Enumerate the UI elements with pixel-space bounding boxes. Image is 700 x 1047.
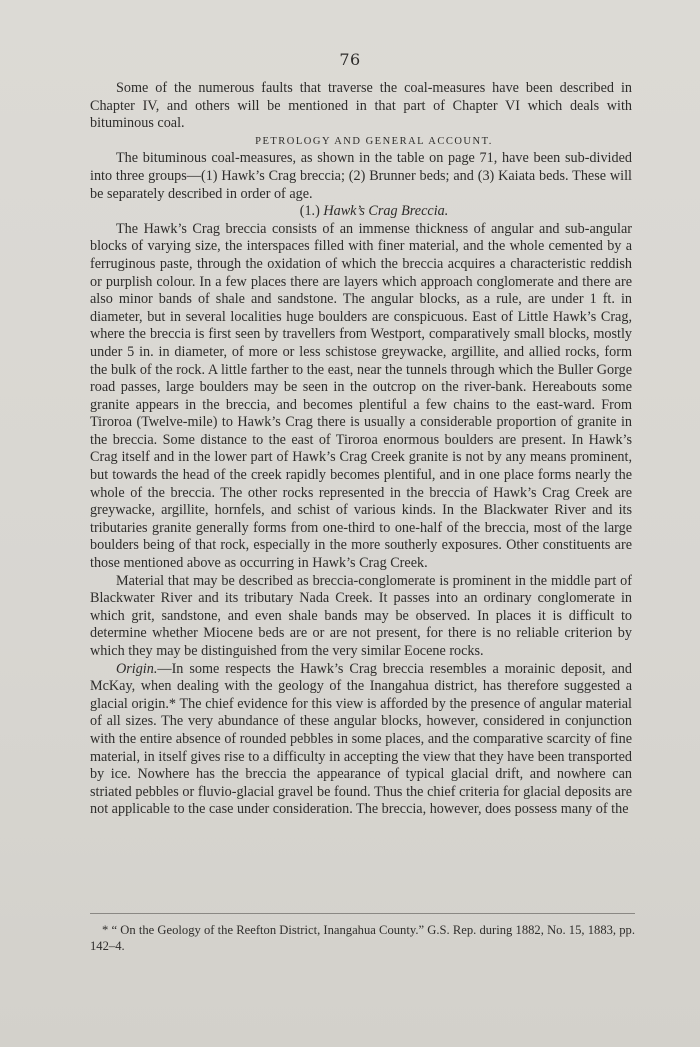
origin-lead: Origin.	[116, 660, 158, 677]
subsection-title: Hawk’s Crag Breccia.	[323, 203, 449, 220]
section-heading: PETROLOGY AND GENERAL ACCOUNT.	[255, 135, 493, 147]
subsection-number: (1.)	[299, 203, 320, 220]
subsection-heading	[90, 203, 632, 221]
footnote: * “ On the Geology of the Reefton District, Inangahua County.” G.S. Rep. during 1882, No. 15, 1883, pp. 142–4.	[90, 923, 635, 953]
page-number: 76	[339, 50, 361, 69]
intro-paragraph: Some of the numerous faults that traverse the coal-measures have been described in Chapter IV, and others will be mentioned in that part of Chapter VI which deals with bituminous coal.	[90, 80, 632, 132]
breccia-conglomerate-paragraph: Material that may be described as breccia-conglomerate is prominent in the middle part of Blackwater River and its tributary Nada Creek. It passes into an ordinary conglomerate in which grit, sandstone, and even shale bands may be observed. In places it is difficult to determine whether Miocene beds are or are not present, for there is no reliable criterion by which they may be distinguished from the very similar Eocene rocks.	[90, 572, 632, 659]
breccia-paragraph: The Hawk’s Crag breccia consists of an immense thickness of angular and sub-angular blocks of varying size, the interspaces filled with finer material, and the whole cemented by a ferruginous paste, through the oxidation of which the breccia acquires a characteristic reddish or purplish colour. In a few places there are layers which approach conglomerate and there are also minor bands of shale and sandstone. The angular blocks, as a rule, are under 1 ft. in diameter, but in several localities huge boulders are conspicuous. East of Little Hawk’s Crag, where the breccia is first seen by travellers from Westport, comparatively small blocks, mostly under 5 in. in diameter, of more or less schistose greywacke, argillite, and allied rocks, form the bulk of the rock. A little farther to the east, near the tunnels through which the Buller Gorge road passes, large boulders may be seen in the outcrop on the river-bank. Hereabouts some granite appears in the breccia, and becomes plentiful a few chains to the east-ward. From Tiroroa (Twelve-mile) to Hawk’s Crag there is usually a considerable proportion of granite in the breccia. Some distance to the east of Tiroroa enormous boulders are present. In Hawk’s Crag itself and in the lower part of Hawk’s Crag Creek granite is not by any means prominent, but towards the head of the creek rapidly becomes plentiful, and in one place forms nearly the whole of the breccia. The other rocks represented in the breccia of Hawk’s Crag Creek are greywacke, argillite, hornfels, and schist of various kinds. In the Blackwater River and its tributaries granite generally forms from one-third to one-half of the breccia, most of the large boulders being of that rock, especially in the more southerly exposures. Other constituents are those mentioned above as occurring in Hawk’s Crag Creek.	[90, 220, 632, 572]
origin-paragraph	[90, 661, 632, 819]
main-text	[90, 80, 632, 819]
footnote-divider	[90, 913, 635, 914]
origin-text: —In some respects the Hawk’s Crag breccia resembles a morainic deposit, and McKay, when dealing with the geology of the Inangahua district, has therefore suggested a glacial origin.* The chief evidence for this view is afforded by the presence of angular material of all sizes. The very abundance of these angular blocks, however, considered in conjunction with the entire absence of rounded pebbles in some places, and the comparative scarcity of fine material, in itself gives rise to a difficulty in accepting the view that they have been transported by ice. Nowhere has the breccia the appearance of typical glacial drift, and nowhere can striated pebbles or fluvio-glacial gravel be found. Thus the chief criteria for glacial deposits are not applicable to the case under consideration. The breccia, however, does possess many of the	[90, 660, 632, 818]
section-paragraph: The bituminous coal-measures, as shown in the table on page 71, have been sub-divided into three groups—(1) Hawk’s Crag breccia; (2) Brunner beds; and (3) Kaiata beds. These will be separately described in order of age.	[90, 150, 632, 202]
